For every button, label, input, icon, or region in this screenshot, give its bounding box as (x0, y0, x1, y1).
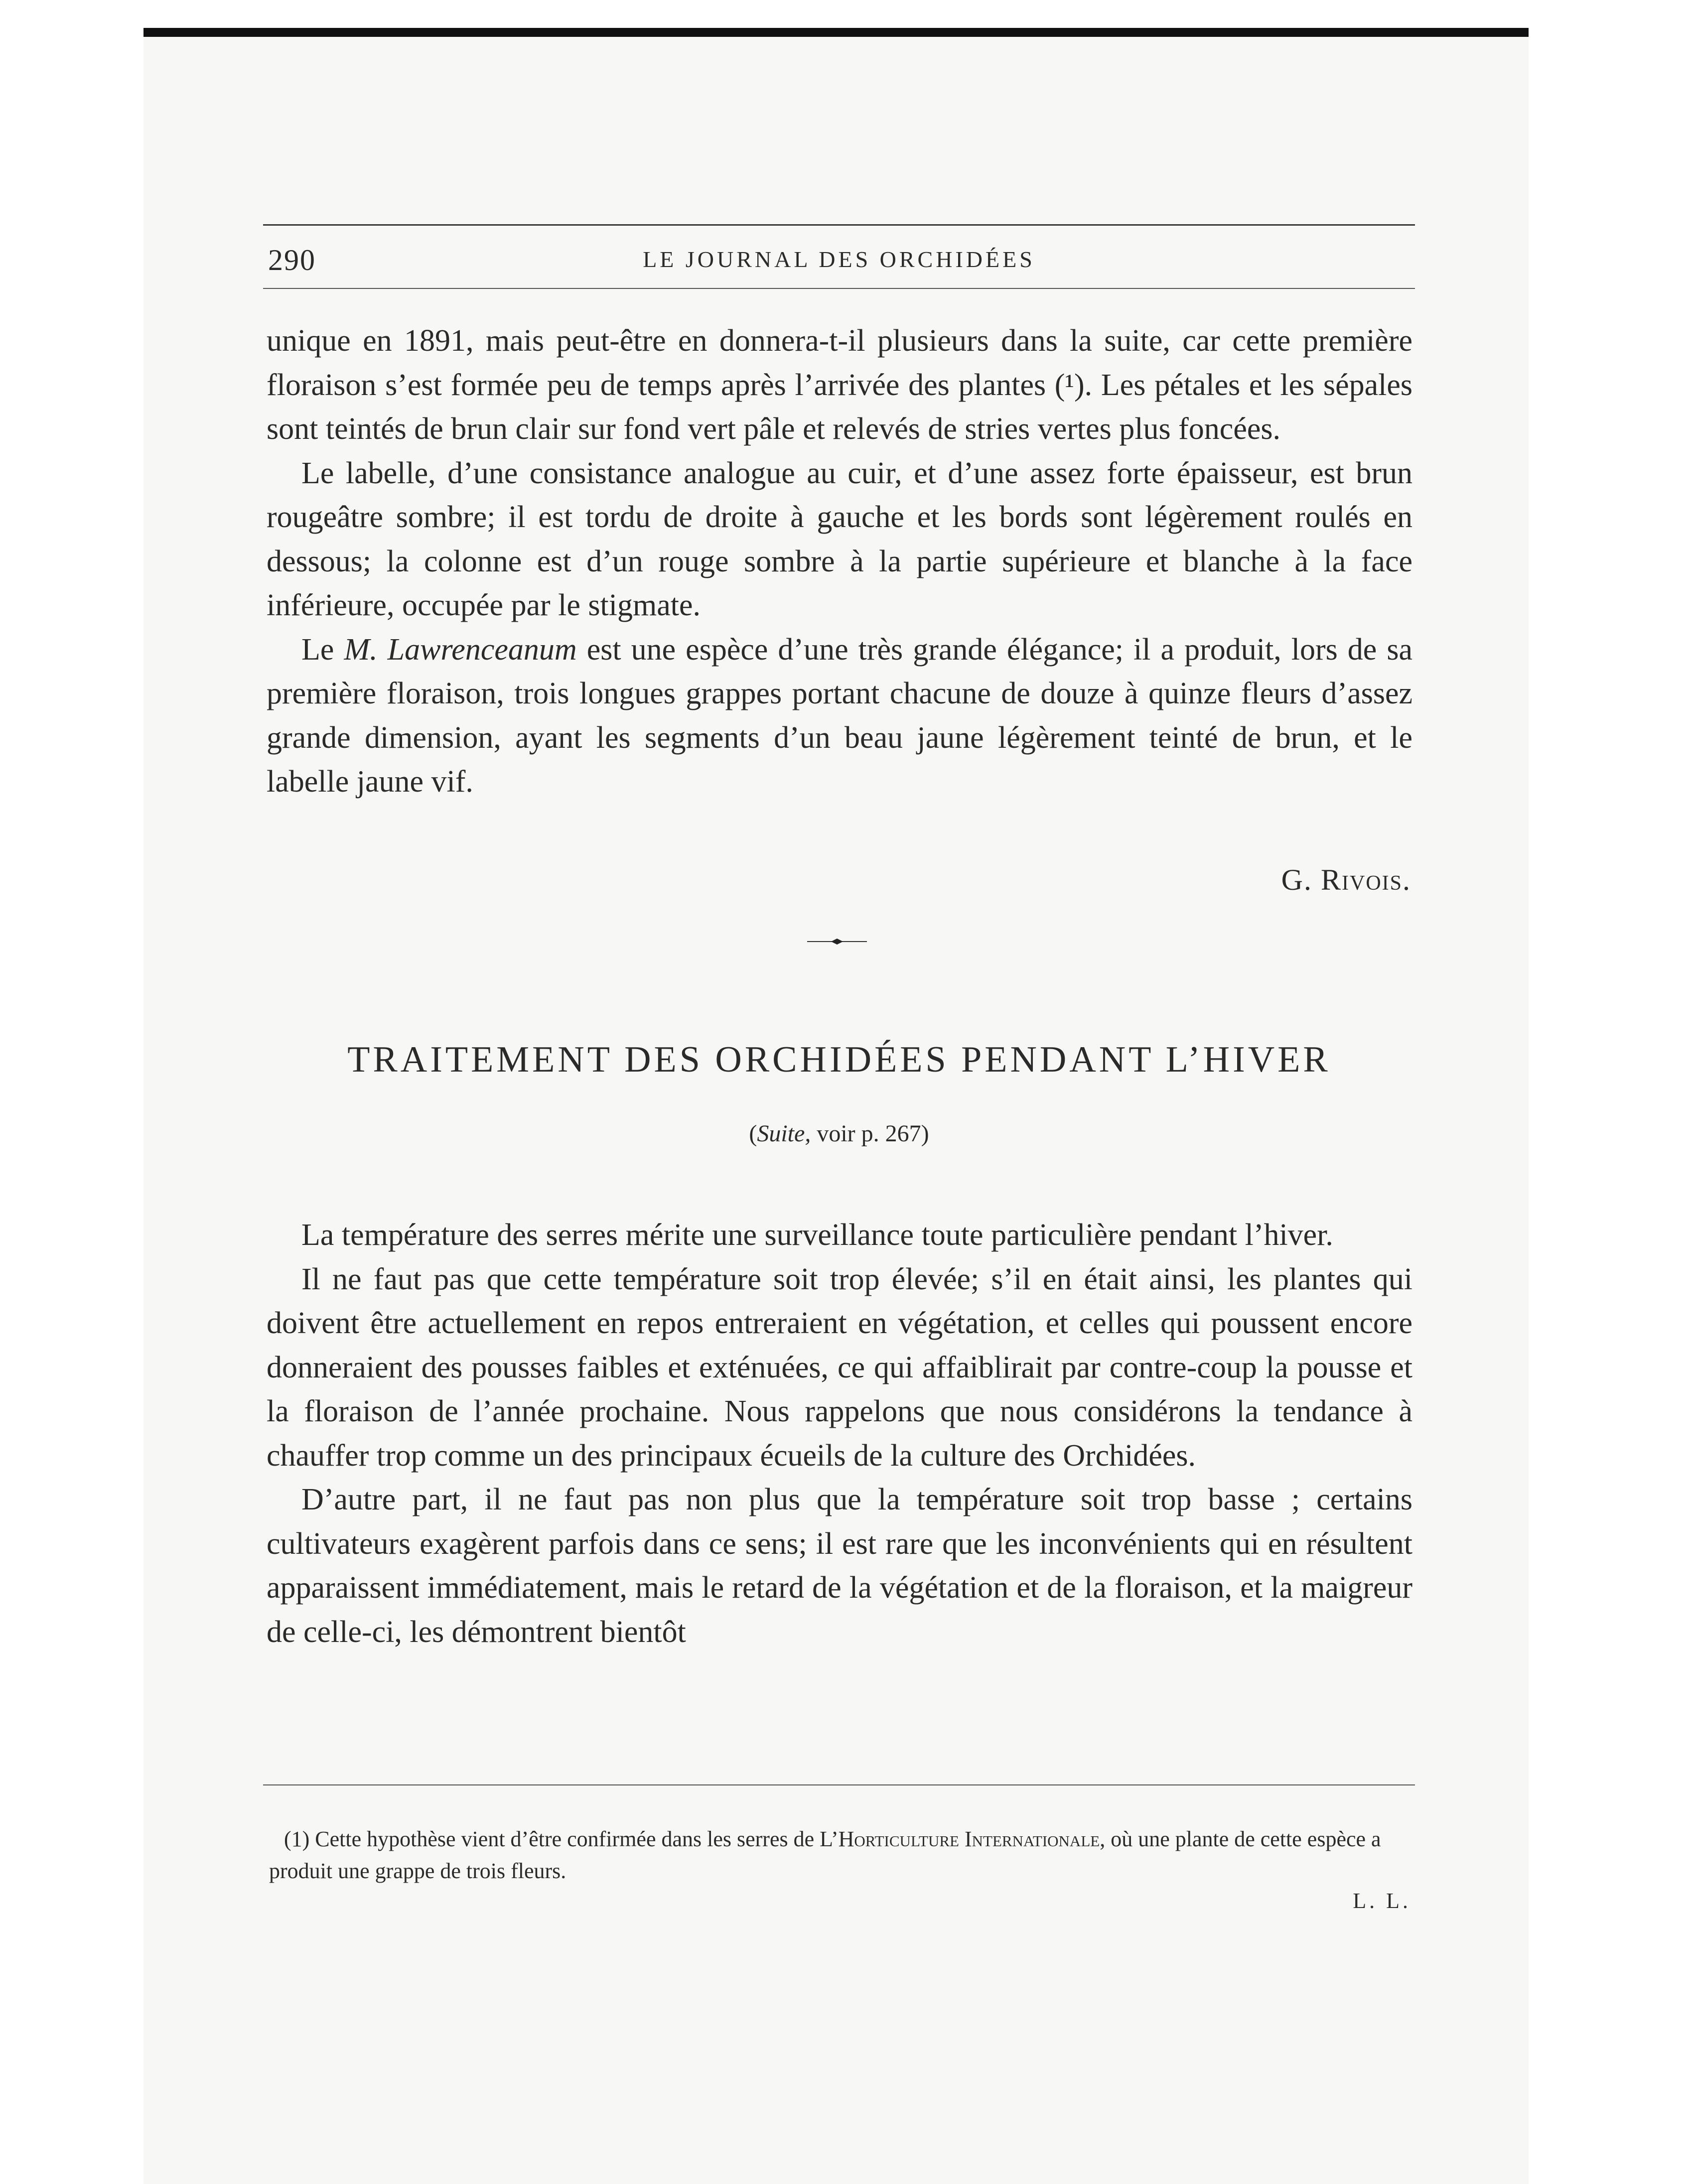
paragraph: Il ne faut pas que cette température soit trop élevée; s’il en était ainsi, les plantes qui doivent être actuellement en repos entreraient en végétation, et celles qui poussent encore donneraient des pousses faibles et exténuées, ce qui affaiblirait par contre-coup la pousse et la floraison de l’année prochaine. Nous rappelons que nous considérons la tendance à chauffer trop comme un des principaux écueils de la culture des Orchidées. (267, 1262, 1412, 1473)
author-signature (1281, 863, 1411, 897)
footnote-text (269, 1823, 1415, 1887)
footnote-text-after: , où une plante de cette espèce a produit une grappe de trois fleurs. (269, 1827, 1381, 1883)
paragraph (267, 628, 1412, 804)
header-rule-bottom (263, 288, 1415, 289)
article-title: TRAITEMENT DES ORCHIDÉES PENDANT L’HIVER (347, 1039, 1331, 1080)
continuation-rest: voir p. 267) (811, 1120, 929, 1147)
paragraph: La température des serres mérite une surveillance toute particulière pendant l’hiver. (301, 1218, 1333, 1252)
previous-article-body (267, 319, 1412, 804)
footnote-rule (263, 1784, 1415, 1785)
footnote-horticulture: Horticulture Internationale (838, 1827, 1100, 1851)
running-head (263, 238, 1415, 283)
continuation-note (263, 1120, 1415, 1147)
header-rule-top (263, 224, 1415, 226)
journal-title: LE JOURNAL DES ORCHIDÉES (643, 247, 1035, 272)
signature-rest: ivois. (1342, 863, 1411, 896)
article-body (267, 1213, 1412, 1654)
footnote-text-before: (1) Cette hypothèse vient d’être confirmée dans les serres de L’ (284, 1827, 839, 1851)
paragraph-text: est une espèce d’une très grande élégance; il a produit, lors de sa première floraison, trois longues grappes portant chacune de douze à quinze fleurs d’assez grande dimension, ayant les segments d’un beau jaune légèrement teinté de brun, et le labelle jaune vif. (267, 632, 1412, 799)
signature-initial: G. R (1281, 863, 1342, 896)
paragraph: unique en 1891, mais peut-être en donnera-t-il plusieurs dans la suite, car cette première floraison s’est formée peu de temps après l’arrivée des plantes (¹). Les pétales et les sépales sont teintés de brun clair sur fond vert pâle et relevés de stries vertes plus foncées. (267, 324, 1412, 446)
footnote (269, 1823, 1415, 1887)
scan-top-edge (143, 28, 1529, 37)
species-name: M. Lawrenceanum (344, 632, 577, 667)
paragraph: Le labelle, d’une consistance analogue au cuir, et d’une assez forte épaisseur, est brun rougeâtre sombre; il est tordu de droite à gauche et les bords sont légèrement roulés en dessous; la colonne est d’un rouge sombre à la partie supérieure et blanche à la face inférieure, occupée par le stigmate. (267, 456, 1412, 622)
paragraph: D’autre part, il ne faut pas non plus que la température soit trop basse ; certains cultivateurs exagèrent parfois dans ce sens; il est rare que les inconvénients qui en résultent apparaissent immédiatement, mais le retard de la végétation et de la floraison, et la maigreur de celle-ci, les démontrent bientôt (267, 1483, 1412, 1649)
page-number: 290 (268, 244, 316, 276)
footnote-signature: L. L. (1353, 1889, 1411, 1913)
section-divider-ornament (807, 937, 867, 947)
continuation-paren: ( (749, 1120, 757, 1147)
continuation-italic: Suite, (757, 1120, 811, 1147)
paragraph-text: Le (301, 632, 344, 667)
